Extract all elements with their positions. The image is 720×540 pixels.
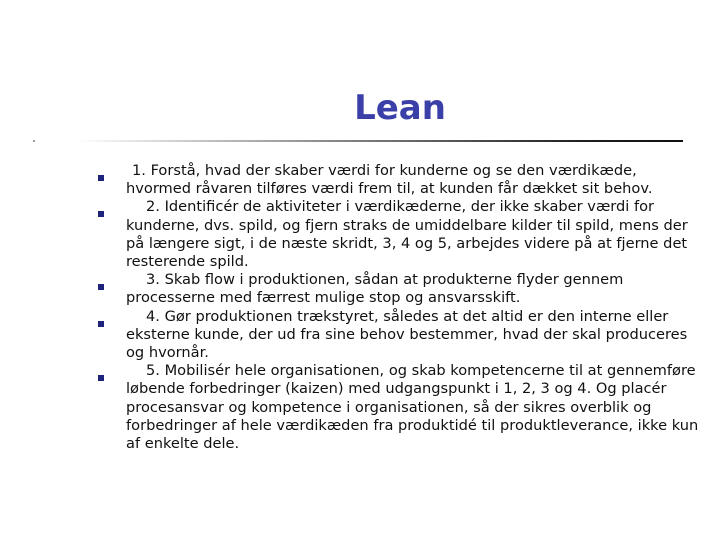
square-bullet-icon (98, 375, 104, 381)
bullet-text: 2. Identificér de aktiviteter i værdikæderne, der ikke skaber værdi for kunderne, dvs. spild, og fjern straks de umiddelbare kilder til spild, mens der på længere sigt, i de næste skridt, 3, 4 og 5, arbejdes videre på at fjerne det resterende spild. (126, 198, 688, 271)
bullet-item (94, 362, 706, 453)
square-bullet-icon (98, 175, 104, 181)
bullet-item (94, 198, 706, 271)
square-bullet-icon (98, 284, 104, 290)
bullet-text: 5. Mobilisér hele organisationen, og skab kompetencerne til at gennemføre løbende forbedringer (kaizen) med udgangspunkt i 1, 2, 3 og 4. Og placér procesansvar og kompetence i organisationen, så der sikres overblik og forbedringer af hele værdikæden fra produktidé til produktleverance, ikke kun af enkelte dele. (126, 362, 699, 453)
bullet-item (94, 271, 706, 307)
bullet-text: 1. Forstå, hvad der skaber værdi for kunderne og se den værdikæde, hvormed råvaren tilføres værdi frem til, at kunden får dækket sit behov. (126, 162, 653, 198)
bullet-list (94, 162, 706, 453)
bullet-text: 3. Skab flow i produktionen, sådan at produkterne flyder gennem processerne med færrest mulige stop og ansvarsskift. (126, 271, 624, 307)
square-bullet-icon (98, 211, 104, 217)
square-bullet-icon (98, 321, 104, 327)
rule-dot (33, 140, 35, 142)
title-divider (38, 140, 683, 142)
bullet-text: 4. Gør produktionen trækstyret, således at det altid er den interne eller eksterne kunde, der ud fra sine behov bestemmer, hvad der skal produceres og hvornår. (126, 307, 688, 362)
slide-title: Lean (354, 88, 446, 128)
bullet-item (94, 162, 706, 198)
bullet-item (94, 308, 706, 363)
